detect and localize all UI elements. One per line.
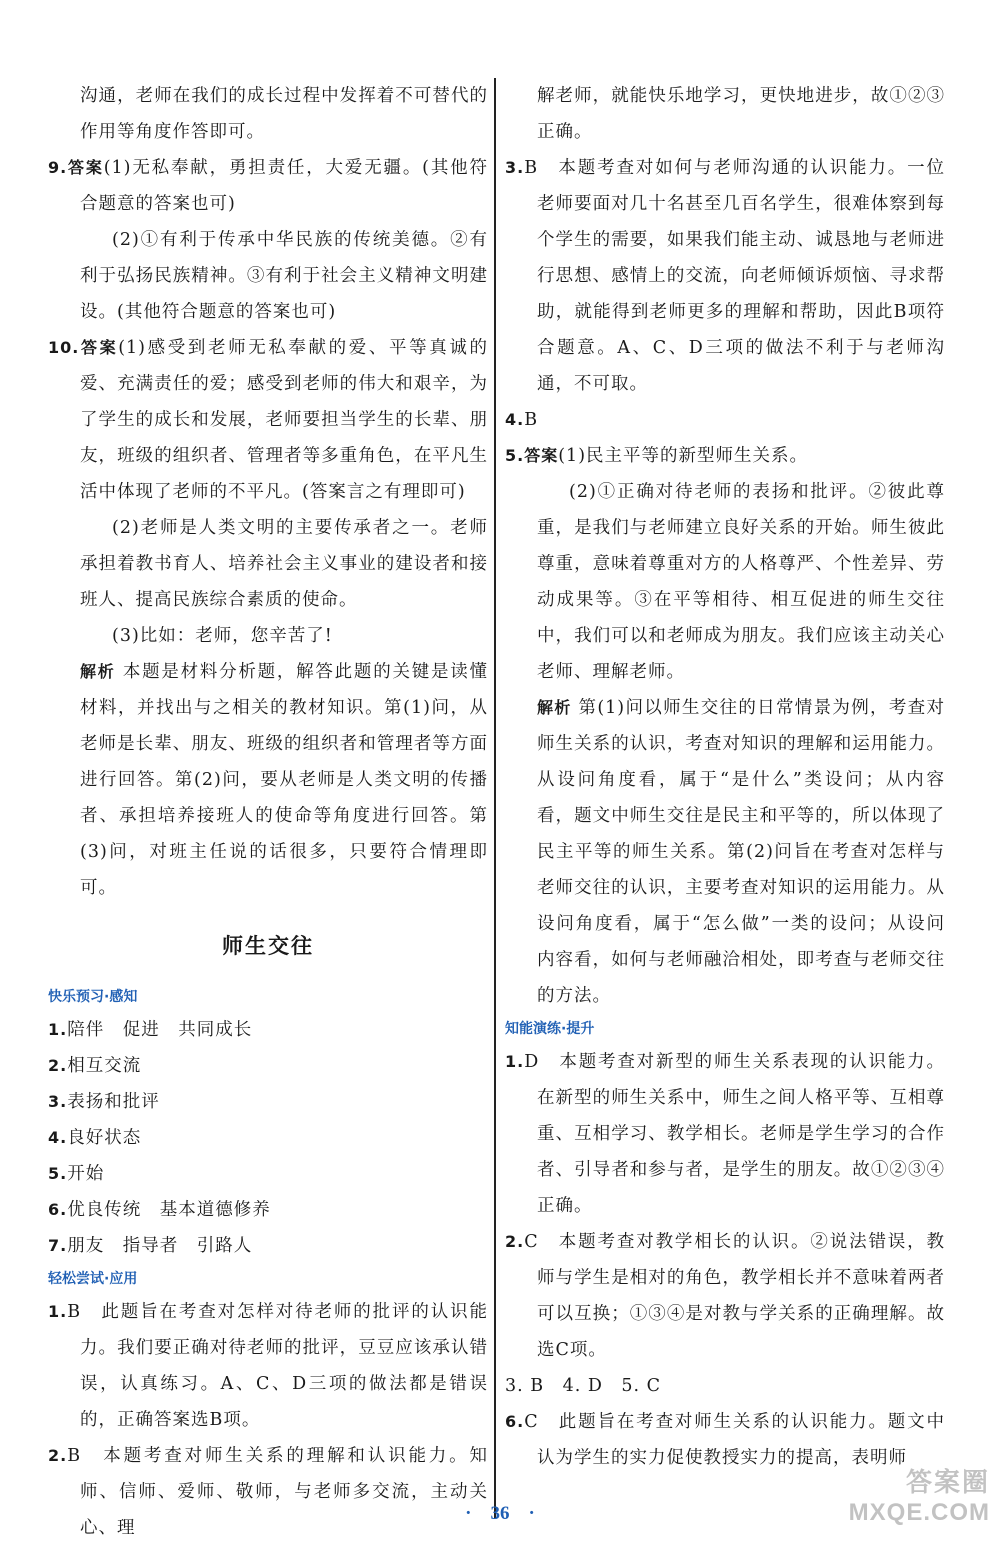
analysis-label: 解析 <box>80 662 116 681</box>
practice-text: B 此题旨在考查对怎样对待老师的批评的认识能力。我们要正确对待老师的批评，豆豆应该承认错误，认真练习。A、C、D三项的做法都是错误的，正确答案选B项。 <box>67 1302 488 1430</box>
question-10 <box>48 330 488 510</box>
preview-text: 朋友 指导者 引路人 <box>67 1236 253 1256</box>
preview-item <box>48 1156 488 1192</box>
preview-text: 开始 <box>67 1164 105 1184</box>
right-column <box>505 78 945 1476</box>
practice-text: B 本题考查对师生关系的理解和认识能力。知师、信师、爱师、敬师，与老师多交流，主动关心、理 <box>67 1446 488 1538</box>
answer-part-1: (1)民主平等的新型师生关系。 <box>558 446 809 466</box>
improve-text: C 此题旨在考查对师生关系的认识能力。题文中认为学生的实力促使教授实力的提高，表明师 <box>524 1412 945 1468</box>
improve-item <box>505 1224 945 1368</box>
watermark-top: 答案圈 <box>905 1467 990 1497</box>
question-text: B 本题考查对如何与老师沟通的认识能力。一位老师要面对几十名甚至几百名学生，很难体察到每个学生的需要，如果我们能主动、诚恳地与老师进行思想、感情上的交流，向老师倾诉烦恼、寻求帮助，就能得到老师更多的理解和帮助，因此B项符合题意。A、C、D三项的做法不利于与老师沟通，不可取。 <box>524 158 945 394</box>
answer-part-2: (2)老师是人类文明的主要传承者之一。老师承担着教书育人、培养社会主义事业的建设者和接班人、提高民族综合素质的使命。 <box>80 518 488 610</box>
preview-item <box>48 1120 488 1156</box>
improve-text: D 本题考查对新型的师生关系表现的认识能力。在新型的师生关系中，师生之间人格平等、互相尊重、互相学习、教学相长。老师是学生学习的合作者、引导者和参与者，是学生的朋友。故①②③④正确。 <box>524 1052 945 1216</box>
question-4 <box>505 402 945 438</box>
analysis <box>505 690 945 1014</box>
analysis-text: 本题是材料分析题，解答此题的关键是读懂材料，并找出与之相关的教材知识。第(1)问，从老师是长辈、朋友、班级的组织者和管理者等方面进行回答。第(2)问，要从老师是人类文明的传播者、承担培养接班人的使命等角度进行回答。第(3)问，对班主任说的话很多，只要符合情理即可。 <box>80 662 488 898</box>
question-number: 2. <box>48 1446 68 1465</box>
preview-text: 相互交流 <box>67 1056 142 1076</box>
analysis <box>48 654 488 906</box>
preview-item <box>48 1228 488 1264</box>
question-number: 2. <box>48 1056 68 1075</box>
question-number: 3. <box>505 158 525 177</box>
section-title: 师生交往 <box>222 934 314 958</box>
answer-part-3: (3)比如：老师，您辛苦了! <box>112 626 333 646</box>
analysis-text: 第(1)问以师生交往的日常情景为例，考查对师生关系的认识，考查对知识的理解和运用能力。从设问角度看，属于“是什么”类设问；从内容看，题文中师生交往是民主和平等的，所以体现了民主平等的师生关系。第(2)问旨在考查对怎样与老师交往的认识，主要考查对知识的运用能力。从设问角度看，属于“怎么做”一类的设问；从设问内容看，如何与老师融洽相处，即考查与老师交往的方法。 <box>537 698 945 1006</box>
question-number: 9. <box>48 158 68 177</box>
page-number: · 36 · <box>465 1503 535 1524</box>
question-number: 2. <box>505 1232 525 1251</box>
preview-text: 陪伴 促进 共同成长 <box>67 1020 253 1040</box>
subsection-heading-preview: 快乐预习·感知 <box>48 989 138 1005</box>
question-number: 6. <box>505 1412 525 1431</box>
question-3 <box>505 150 945 402</box>
improve-item-short: 3. B 4. D 5. C <box>505 1376 662 1396</box>
answer-part-2: (2)①有利于传承中华民族的传统美德。②有利于弘扬民族精神。③有利于社会主义精神文明建设。(其他符合题意的答案也可) <box>80 230 488 322</box>
question-5 <box>505 438 945 474</box>
preview-text: 良好状态 <box>67 1128 142 1148</box>
question-number: 1. <box>505 1052 525 1071</box>
question-number: 5. <box>48 1164 68 1183</box>
question-9 <box>48 150 488 222</box>
analysis-label: 解析 <box>537 698 572 717</box>
question-number: 10. <box>48 338 80 357</box>
question-number: 1. <box>48 1020 68 1039</box>
question-number: 6. <box>48 1200 68 1219</box>
improve-item <box>505 1044 945 1224</box>
preview-text: 优良传统 基本道德修养 <box>67 1200 271 1220</box>
practice-item <box>48 1294 488 1438</box>
preview-item <box>48 1012 488 1048</box>
question-text: B <box>524 410 539 430</box>
preview-item <box>48 1048 488 1084</box>
question-number: 4. <box>48 1128 68 1147</box>
answer-continuation: 沟通，老师在我们的成长过程中发挥着不可替代的作用等角度作答即可。 <box>80 86 488 142</box>
subsection-heading-practice: 轻松尝试·应用 <box>48 1271 138 1287</box>
watermark-logo <box>840 1462 990 1532</box>
preview-answer-list <box>48 1012 488 1264</box>
answer-part-2: (2)①正确对待老师的表扬和批评。②彼此尊重，是我们与老师建立良好关系的开始。师生彼此尊重，意味着尊重对方的人格尊严、个性差异、劳动成果等。③在平等相待、相互促进的师生交往中，我们可以和老师成为朋友。我们应该主动关心老师、理解老师。 <box>537 482 945 682</box>
question-number: 1. <box>48 1302 68 1321</box>
question-number: 7. <box>48 1236 68 1255</box>
practice-item <box>48 1438 488 1546</box>
answer-label: 答案 <box>79 338 119 357</box>
question-number: 3. <box>48 1092 68 1111</box>
question-number: 4. <box>505 410 525 429</box>
answer-continuation: 解老师，就能快乐地学习，更快地进步，故①②③正确。 <box>537 86 945 142</box>
answer-part-1: (1)无私奉献，勇担责任，大爱无疆。(其他符合题意的答案也可) <box>80 158 488 214</box>
subsection-heading-improve: 知能演练·提升 <box>505 1021 595 1037</box>
left-column <box>48 78 488 1546</box>
answer-part-1: (1)感受到老师无私奉献的爱、平等真诚的爱、充满责任的爱；感受到老师的伟大和艰辛，为了学生的成长和发展，老师要担当学生的长辈、朋友，班级的组织者、管理者等多重角色，在平凡生活中体现了老师的不平凡。(答案言之有理即可) <box>80 338 488 502</box>
column-divider <box>494 78 496 1518</box>
preview-item <box>48 1084 488 1120</box>
preview-item <box>48 1192 488 1228</box>
answer-label: 答案 <box>524 446 559 465</box>
preview-text: 表扬和批评 <box>67 1092 160 1112</box>
answer-label: 答案 <box>67 158 104 177</box>
watermark-bottom: MXQE.COM <box>848 1499 990 1526</box>
improve-text: C 本题考查对教学相长的认识。②说法错误，教师与学生是相对的角色，教学相长并不意味着两者可以互换；①③④是对教与学关系的正确理解。故选C项。 <box>524 1232 945 1360</box>
question-number: 5. <box>505 446 525 465</box>
